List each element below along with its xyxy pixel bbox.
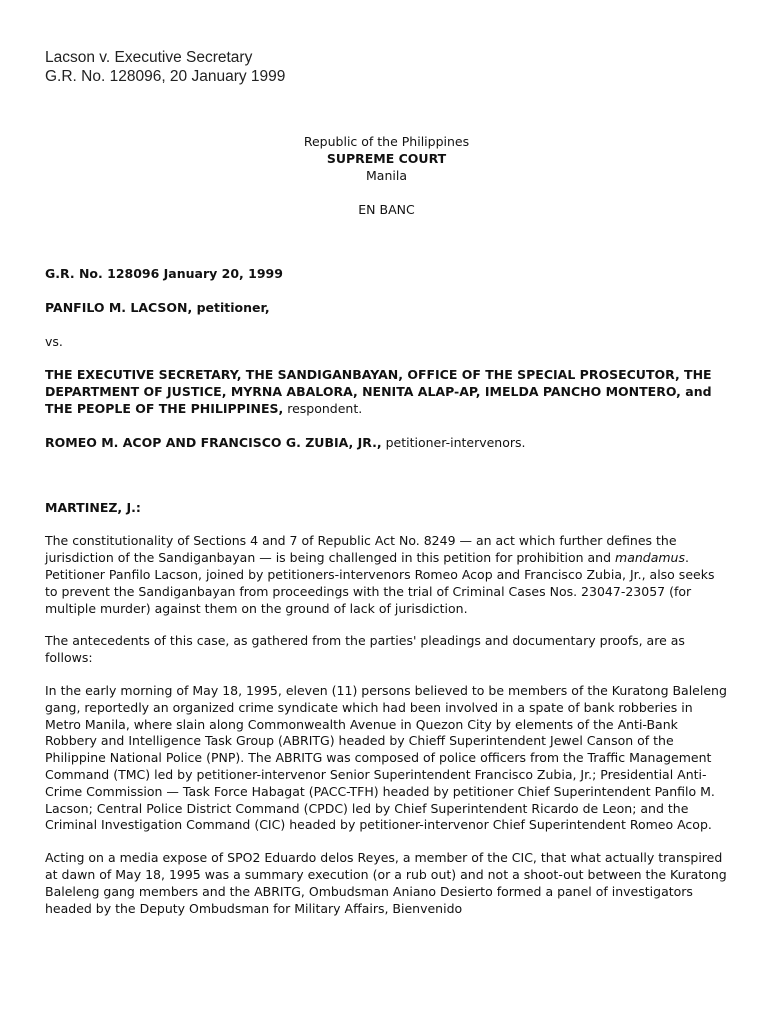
paragraph-text: The constitutionality of Sections 4 and 7 of Republic Act No. 8249 — an act which further defines the jurisdiction of the Sandiganbayan — is being challenged in this petition for prohibition and (45, 533, 677, 566)
respondent-role: respondent. (283, 400, 363, 416)
case-citation: G.R. No. 128096, 20 January 1999 (45, 68, 286, 85)
petitioner-line (45, 300, 728, 317)
versus-line: vs. (45, 333, 63, 349)
italic-term: mandamus (615, 550, 685, 566)
intervenor-role: petitioner-intervenors. (381, 434, 526, 450)
ponente: MARTINEZ, J.: (45, 499, 141, 515)
intervenors-line (45, 435, 728, 452)
respondent-names: THE EXECUTIVE SECRETARY, THE SANDIGANBAYAN, OFFICE OF THE SPECIAL PROSECUTOR, THE DEPARTMENT OF JUSTICE, MYRNA ABALORA, NENITA ALAP-AP, IMELDA PANCHO MONTERO, and THE PEOPLE OF THE PHILIPPINES, (45, 367, 712, 416)
petitioner-name: PANFILO M. LACSON, petitioner, (45, 299, 270, 315)
republic-label: Republic of the Philippines (303, 134, 470, 149)
court-city: Manila (366, 168, 407, 183)
case-short-title: Lacson v. Executive Secretary (45, 49, 253, 66)
body-paragraph-2: The antecedents of this case, as gathered from the parties' pleadings and documentary proofs, are as follows: (45, 633, 685, 666)
respondents-line (45, 367, 728, 417)
court-name: SUPREME COURT (326, 151, 447, 166)
body-paragraph-3: In the early morning of May 18, 1995, eleven (11) persons believed to be members of the Kuratong Baleleng gang, reportedly an organized crime syndicate which had been involved in a spate of bank robberies in Metro Manila, where slain along Commonwealth Avenue in Quezon City by elements of the Anti-Bank Robbery and Intelligence Task Group (ABRITG) headed by Chieff Superintendent Jewel Canson of the Philippine National Police (PNP). The ABRITG was composed of police officers from the Traffic Management Command (TMC) led by petitioner-intervenor Senior Superintendent Francisco Zubia, Jr.; Presidential Anti-Crime Commission — Task Force Habagat (PACC-TFH) headed by petitioner Chief Superintendent Panfilo M. Lacson; Central Police District Command (CPDC) led by Chief Superintendent Ricardo de Leon; and the Criminal Investigation Command (CIC) headed by petitioner-intervenor Chief Superintendent Romeo Acop. (45, 682, 727, 833)
court-header (45, 133, 728, 184)
body-paragraph-4: Acting on a media expose of SPO2 Eduardo delos Reyes, a member of the CIC, that what actually transpired at dawn of May 18, 1995 was a summary execution (or a rub out) and not a shoot-out between the Kuratong Baleleng gang members and the ABRITG, Ombudsman Aniano Desierto formed a panel of investigators headed by the Deputy Ombudsman for Military Affairs, Bienvenido (45, 850, 727, 916)
case-number: G.R. No. 128096 January 20, 1999 (45, 266, 283, 281)
paragraph-text: . Petitioner Panfilo Lacson, joined by petitioners-intervenors Romeo Acop and Francisco Zubia, Jr., also seeks to prevent the Sandiganbayan from proceedings with the trial of Criminal Cases Nos. 23047-23057 (for multiple murder) against them on the ground of lack of jurisdiction. (45, 550, 715, 616)
court-division: EN BANC (358, 202, 415, 217)
body-paragraph-1 (45, 533, 728, 617)
intervenor-names: ROMEO M. ACOP AND FRANCISCO G. ZUBIA, JR., (45, 434, 382, 450)
document-title (45, 48, 728, 86)
